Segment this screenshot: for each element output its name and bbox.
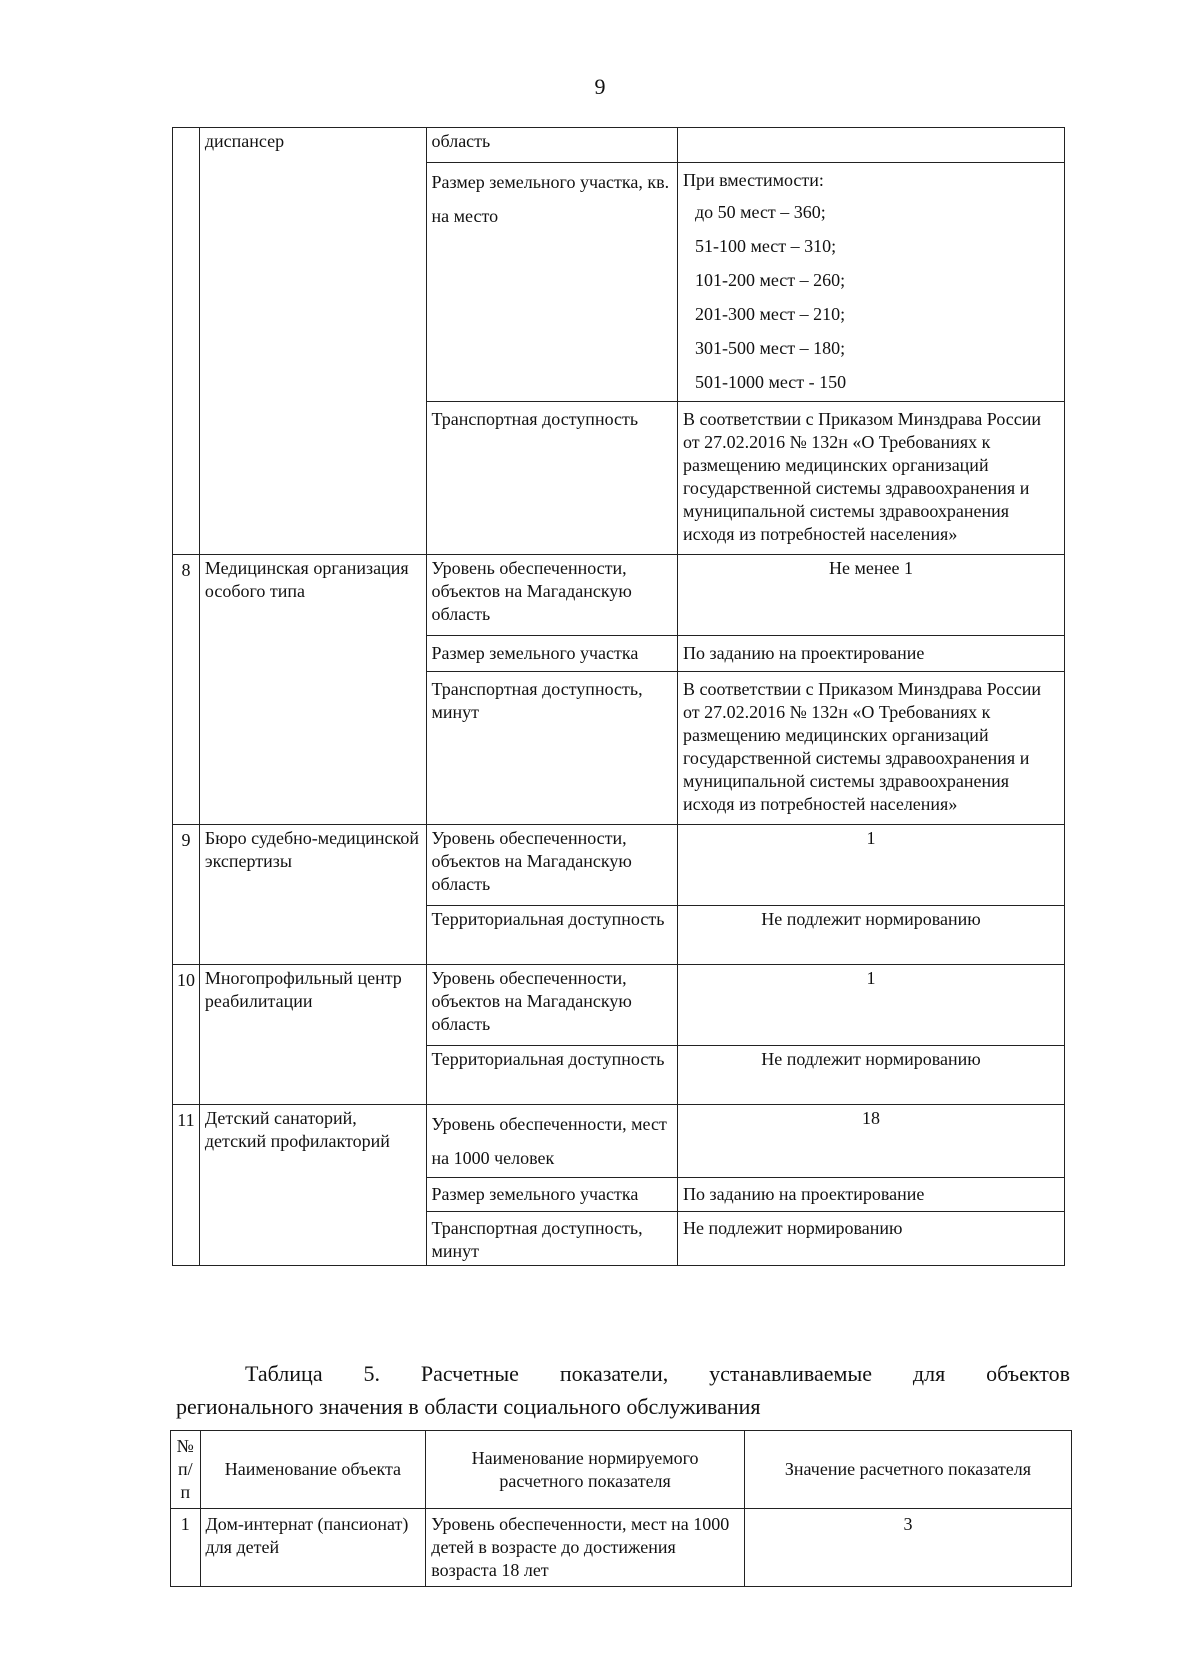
- table-row: [171, 1509, 1072, 1587]
- object-name: Бюро судебно-медицинской экспертизы: [199, 825, 426, 965]
- row-number: 11: [173, 1105, 200, 1266]
- indicator-value: Не подлежит нормированию: [677, 1212, 1064, 1266]
- indicator-name: Размер земельного участка: [426, 1178, 677, 1212]
- list-item: 51-100 мест – 310;: [694, 236, 837, 256]
- table-row: [173, 1105, 1065, 1178]
- caption-word: показатели,: [559, 1361, 669, 1386]
- list-item: до 50 мест – 360;: [694, 202, 826, 222]
- indicator-value: Не подлежит нормированию: [677, 906, 1064, 965]
- caption-word: 5.: [363, 1361, 380, 1386]
- normative-table-continuation: [172, 127, 1065, 1266]
- indicator-name: Транспортная доступность, минут: [426, 672, 677, 825]
- indicator-value: По заданию на проектирование: [677, 636, 1064, 672]
- value-header: При вместимости:: [682, 170, 824, 190]
- object-name: диспансер: [199, 128, 426, 555]
- table-header-row: [171, 1431, 1072, 1509]
- indicator-name: Уровень обеспеченности, объектов на Магаданскую область: [426, 965, 677, 1046]
- indicator-name: Уровень обеспеченности, мест на 1000 детей в возрасте до достижения возраста 18 лет: [426, 1509, 745, 1587]
- caption-line-2: регионального значения в области социального обслуживания: [176, 1394, 761, 1419]
- caption-word: объектов: [986, 1361, 1070, 1386]
- column-header-indicator: Наименование нормируемого расчетного показателя: [426, 1431, 745, 1509]
- table-row: [173, 555, 1065, 636]
- caption-word: устанавливаемые: [709, 1361, 873, 1386]
- capacity-list: [683, 195, 1059, 399]
- row-number: 9: [173, 825, 200, 965]
- indicator-name: Уровень обеспеченности, объектов на Магаданскую область: [426, 555, 677, 636]
- object-name: Дом-интернат (пансионат) для детей: [200, 1509, 426, 1587]
- indicator-name: Территориальная доступность: [426, 906, 677, 965]
- caption-word: Таблица: [245, 1361, 323, 1386]
- row-number: 10: [173, 965, 200, 1105]
- page-number: 9: [594, 74, 606, 99]
- indicator-name: Уровень обеспеченности, мест на 1000 человек: [426, 1105, 677, 1178]
- column-header-object: Наименование объекта: [200, 1431, 426, 1509]
- table-5: [170, 1430, 1072, 1587]
- row-number: 8: [173, 555, 200, 825]
- column-header-value: Значение расчетного показателя: [744, 1431, 1071, 1509]
- indicator-value: 3: [744, 1509, 1071, 1587]
- row-number: 1: [171, 1509, 201, 1587]
- indicator-name: Территориальная доступность: [426, 1046, 677, 1105]
- object-name: Многопрофильный центр реабилитации: [199, 965, 426, 1105]
- indicator-value: [677, 128, 1064, 163]
- list-item: 101-200 мест – 260;: [694, 270, 846, 290]
- column-header-number: № п/п: [171, 1431, 201, 1509]
- indicator-value: По заданию на проектирование: [677, 1178, 1064, 1212]
- indicator-name: Транспортная доступность, минут: [426, 1212, 677, 1266]
- table-row: [173, 128, 1065, 163]
- indicator-name: Размер земельного участка, кв. на место: [426, 163, 677, 402]
- caption-line-1: [176, 1357, 1070, 1390]
- indicator-name: Транспортная доступность: [426, 402, 677, 555]
- list-item: 301-500 мест – 180;: [694, 338, 846, 358]
- indicator-value: 1: [677, 825, 1064, 906]
- indicator-name: Размер земельного участка: [426, 636, 677, 672]
- indicator-value: В соответствии с Приказом Минздрава России от 27.02.2016 № 132н «О Требованиях к размещению медицинских организаций государственной системы здравоохранения и муниципальной системы здравоохранения исходя из потребностей населения»: [677, 402, 1064, 555]
- object-name: Медицинская организация особого типа: [199, 555, 426, 825]
- list-item: 201-300 мест – 210;: [694, 304, 846, 324]
- indicator-name: Уровень обеспеченности, объектов на Магаданскую область: [426, 825, 677, 906]
- list-item: 501-1000 мест - 150: [694, 372, 847, 392]
- indicator-value: В соответствии с Приказом Минздрава России от 27.02.2016 № 132н «О Требованиях к размещению медицинских организаций государственной системы здравоохранения и муниципальной системы здравоохранения исходя из потребностей населения»: [677, 672, 1064, 825]
- row-number: [173, 128, 200, 555]
- indicator-value: 1: [677, 965, 1064, 1046]
- indicator-name: область: [426, 128, 677, 163]
- indicator-value: 18: [677, 1105, 1064, 1178]
- table-row: [173, 825, 1065, 906]
- table-row: [173, 965, 1065, 1046]
- caption-word: для: [912, 1361, 946, 1386]
- indicator-value: Не подлежит нормированию: [677, 1046, 1064, 1105]
- object-name: Детский санаторий, детский профилакторий: [199, 1105, 426, 1266]
- indicator-value: [677, 163, 1064, 402]
- table-5-caption: [176, 1357, 1070, 1423]
- indicator-value: Не менее 1: [677, 555, 1064, 636]
- caption-word: Расчетные: [420, 1361, 519, 1386]
